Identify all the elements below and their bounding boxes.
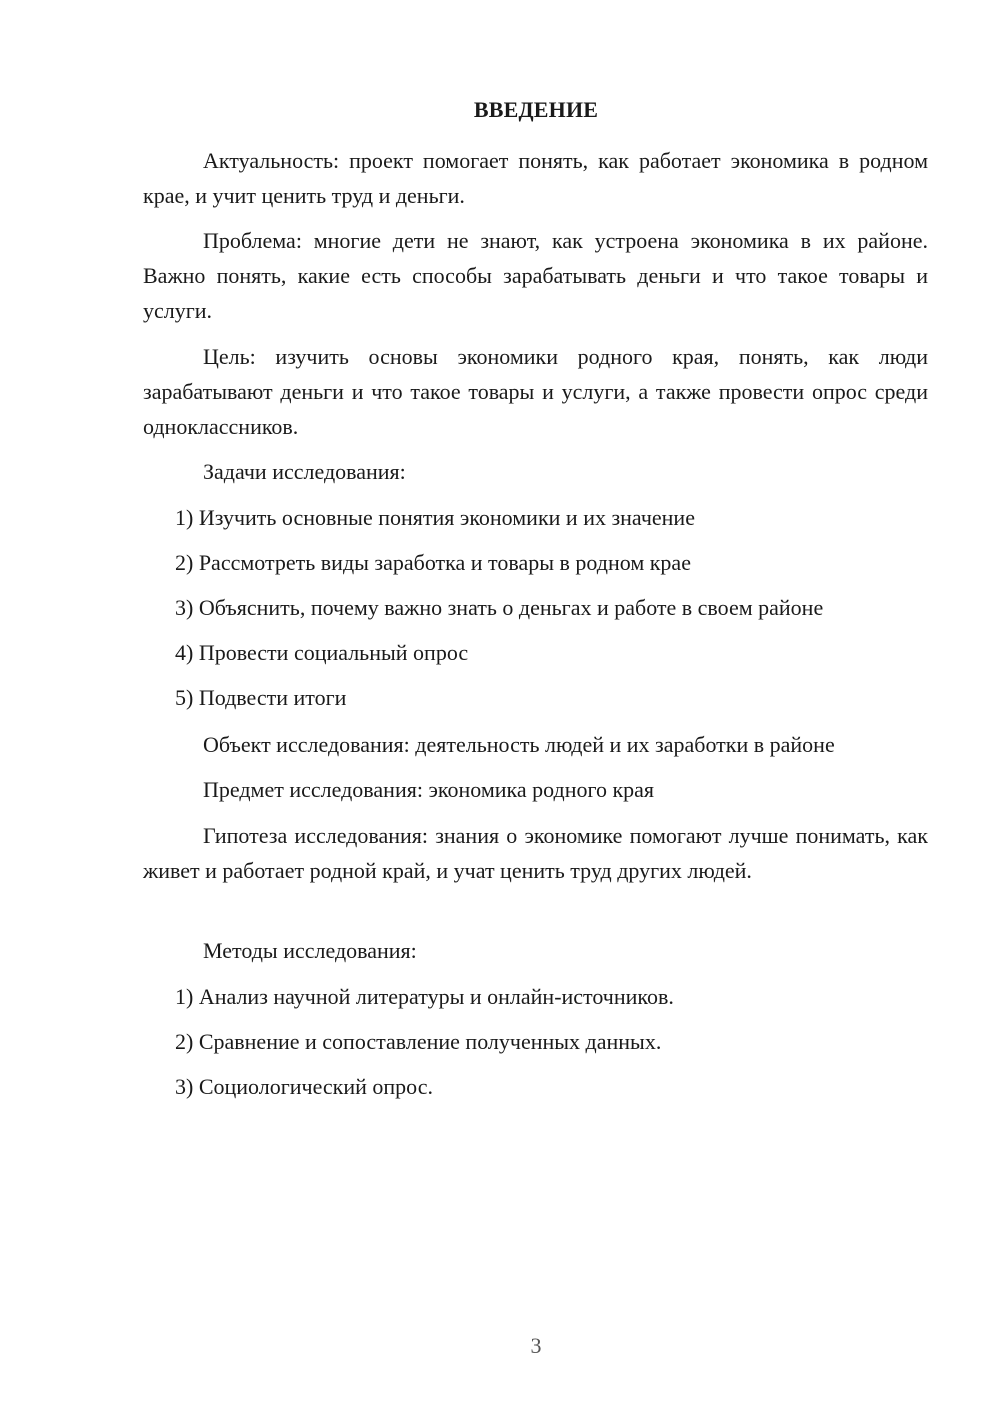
page-number: 3 bbox=[530, 1333, 542, 1358]
relevance-paragraph: Актуальность: проект помогает понять, как работает экономика в родном крае, и учит ценить труд и деньги. bbox=[143, 148, 928, 208]
task-item: 2) Рассмотреть виды заработка и товары в родном крае bbox=[175, 550, 691, 575]
object-line: Объект исследования: деятельность людей и их заработки в районе bbox=[203, 732, 835, 757]
problem-paragraph: Проблема: многие дети не знают, как устроена экономика в их районе. Важно понять, какие есть способы зарабатывать деньги и что такое товары и услуги. bbox=[143, 228, 928, 323]
hypothesis-paragraph: Гипотеза исследования: знания о экономике помогают лучше понимать, как живет и работает родной край, и учат ценить труд других людей. bbox=[143, 823, 928, 883]
task-item: 5) Подвести итоги bbox=[175, 685, 347, 710]
task-item: 3) Объяснить, почему важно знать о деньгах и работе в своем районе bbox=[175, 595, 824, 620]
tasks-heading: Задачи исследования: bbox=[203, 459, 406, 484]
task-item: 4) Провести социальный опрос bbox=[175, 640, 469, 665]
task-item: 1) Изучить основные понятия экономики и их значение bbox=[175, 505, 695, 530]
method-item: 3) Социологический опрос. bbox=[175, 1074, 433, 1099]
method-item: 1) Анализ научной литературы и онлайн-источников. bbox=[175, 984, 674, 1009]
methods-heading: Методы исследования: bbox=[203, 938, 417, 963]
subject-line: Предмет исследования: экономика родного края bbox=[203, 777, 655, 802]
method-item: 2) Сравнение и сопоставление полученных данных. bbox=[175, 1029, 662, 1054]
page-title: ВВЕДЕНИЕ bbox=[473, 97, 599, 122]
goal-paragraph: Цель: изучить основы экономики родного края, понять, как люди зарабатывают деньги и что такое товары и услуги, а также провести опрос среди одноклассников. bbox=[143, 344, 928, 439]
